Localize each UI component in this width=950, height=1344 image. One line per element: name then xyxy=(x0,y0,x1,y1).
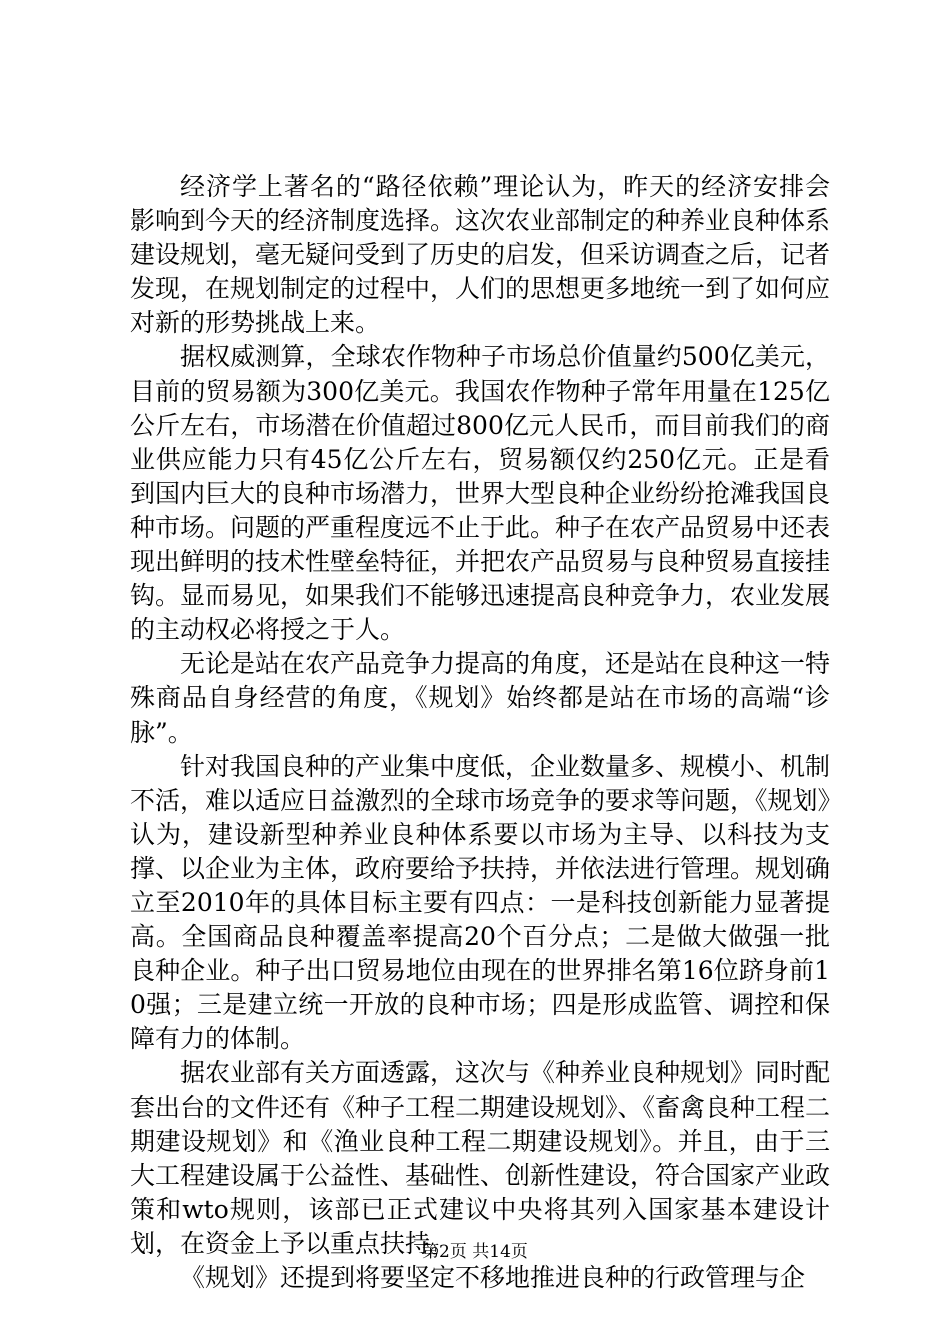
paragraph-competitiveness: 无论是站在农产品竞争力提高的角度，还是站在良种这一特殊商品自身经营的角度，《规划》始终都是站在市场的高端“诊脉”。 xyxy=(130,649,831,747)
page-footer xyxy=(0,1241,950,1263)
paragraph-targets: 针对我国良种的产业集中度低，企业数量多、规模小、机制不活，难以适应日益激烈的全球市场竞争的要求等问题，《规划》认为，建设新型种养业良种体系要以市场为主导、以科技为支撑、以企业为主体，政府要给予扶持，并依法进行管理。规划确立至2010年的具体目标主要有四点：一是科技创新能力显著提高。全国商品良种覆盖率提高20个百分点；二是做大做强一批良种企业。种子出口贸易地位由现在的世界排名第16位跻身前10强；三是建立统一开放的良种市场；四是形成监管、调控和保障有力的体制。 xyxy=(130,751,831,1054)
page-number-label: 第2页 共14页 xyxy=(422,1242,528,1262)
paragraph-seed-market: 据权威测算，全球农作物种子市场总价值量约500亿美元，目前的贸易额为300亿美元。我国农作物种子常年用量在125亿公斤左右，市场潜在价值超过800亿元人民币，而目前我们的商业供应能力只有45亿公斤左右，贸易额仅约250亿元。正是看到国内巨大的良种市场潜力，世界大型良种企业纷纷抢滩我国良种市场。问题的严重程度远不止于此。种子在农产品贸易中还表现出鲜明的技术性壁垒特征，并把农产品贸易与良种贸易直接挂钩。显而易见，如果我们不能够迅速提高良种竞争力，农业发展的主动权必将授之于人。 xyxy=(130,342,831,645)
paragraph-path-dependence: 经济学上著名的“路径依赖”理论认为，昨天的经济安排会影响到今天的经济制度选择。这次农业部制定的种养业良种体系建设规划，毫无疑问受到了历史的启发，但采访调查之后，记者发现，在规划制定的过程中，人们的思想更多地统一到了如何应对新的形势挑战上来。 xyxy=(130,172,831,338)
document-body xyxy=(130,170,830,1295)
paragraph-administration: 《规划》还提到将要坚定不移地推进良种的行政管理与企 xyxy=(180,1263,806,1292)
paragraph-supporting-plans: 据农业部有关方面透露，这次与《种养业良种规划》同时配套出台的文件还有《种子工程二期建设规划》、《畜禽良种工程二期建设规划》和《渔业良种工程二期建设规划》。并且，由于三大工程建设属于公益性、基础性、创新性建设，符合国家产业政策和wto规则，该部已正式建议中央将其列入国家基本建设计划，在资金上予以重点扶持。 xyxy=(130,1058,831,1258)
